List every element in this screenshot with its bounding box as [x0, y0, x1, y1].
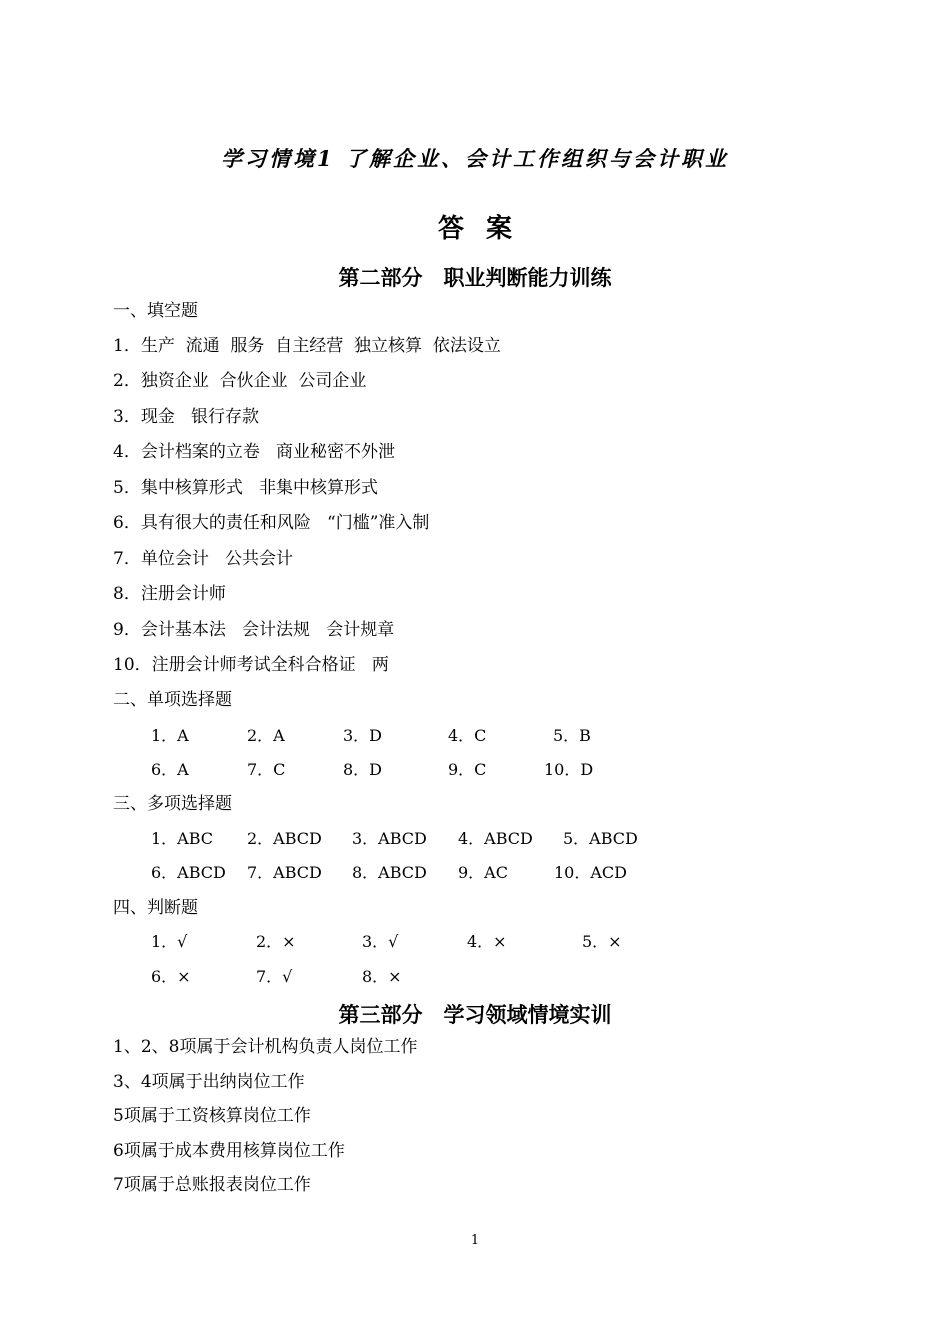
training-item: 3、4项属于出纳岗位工作 [113, 1072, 305, 1092]
answer-cell: 9．AC [458, 863, 508, 882]
answer-cell: 1．ABC [151, 829, 214, 848]
answer-cell: 5．B [553, 726, 591, 745]
answer-cell: 1．A [151, 726, 189, 745]
answer-cell: 8．ABCD [352, 863, 427, 882]
answer-cell: 8．× [362, 967, 402, 986]
answer-cell: 4．× [467, 932, 507, 951]
answer-cell: 6．A [151, 760, 189, 779]
true-false-heading: 四、判断题 [113, 898, 198, 918]
fill-blank-heading: 一、填空题 [113, 301, 198, 321]
answer-cell: 7．C [247, 760, 286, 779]
document-title: 学习情境1 了解企业、会计工作组织与会计职业 [221, 146, 729, 171]
fill-blank-item: 10．注册会计师考试全科合格证 两 [113, 655, 389, 675]
part2-heading: 第二部分 职业判断能力训练 [338, 265, 612, 290]
answer-cell: 5．ABCD [563, 829, 638, 848]
answer-heading: 答案 [437, 214, 534, 244]
part3-heading: 第三部分 学习领域情境实训 [338, 1002, 612, 1027]
answer-cell: 4．ABCD [458, 829, 533, 848]
page-number: 1 [470, 1233, 480, 1248]
answer-cell: 10．ACD [554, 863, 627, 882]
answer-cell: 3．ABCD [352, 829, 427, 848]
answer-cell: 3．D [343, 726, 383, 745]
multi-choice-heading: 三、多项选择题 [113, 794, 232, 814]
fill-blank-item: 2．独资企业 合伙企业 公司企业 [113, 371, 367, 391]
answer-cell: 2．A [247, 726, 285, 745]
training-item: 5项属于工资核算岗位工作 [113, 1106, 311, 1126]
fill-blank-item: 8．注册会计师 [113, 584, 226, 604]
training-item: 7项属于总账报表岗位工作 [113, 1175, 311, 1195]
answer-cell: 5．× [582, 932, 622, 951]
single-choice-heading: 二、单项选择题 [113, 690, 232, 710]
fill-blank-item: 1．生产 流通 服务 自主经营 独立核算 依法设立 [113, 336, 501, 356]
training-item: 1、2、8项属于会计机构负责人岗位工作 [113, 1037, 418, 1057]
fill-blank-item: 3．现金 银行存款 [113, 407, 260, 427]
answer-cell: 4．C [448, 726, 487, 745]
answer-cell: 3．√ [362, 932, 399, 951]
answer-cell: 7．√ [256, 967, 293, 986]
answer-cell: 9．C [448, 760, 487, 779]
answer-cell: 6．× [151, 967, 191, 986]
answer-cell: 2．ABCD [247, 829, 322, 848]
answer-cell: 10．D [544, 760, 594, 779]
answer-cell: 1．√ [151, 932, 188, 951]
fill-blank-item: 5．集中核算形式 非集中核算形式 [113, 478, 379, 498]
answer-cell: 6．ABCD [151, 863, 226, 882]
fill-blank-item: 4．会计档案的立卷 商业秘密不外泄 [113, 442, 396, 462]
answer-cell: 7．ABCD [247, 863, 322, 882]
answer-cell: 2．× [256, 932, 296, 951]
fill-blank-item: 6．具有很大的责任和风险 “门槛”准入制 [113, 513, 430, 533]
fill-blank-item: 7．单位会计 公共会计 [113, 549, 294, 569]
training-item: 6项属于成本费用核算岗位工作 [113, 1141, 345, 1161]
answer-cell: 8．D [343, 760, 383, 779]
fill-blank-item: 9．会计基本法 会计法规 会计规章 [113, 620, 395, 640]
